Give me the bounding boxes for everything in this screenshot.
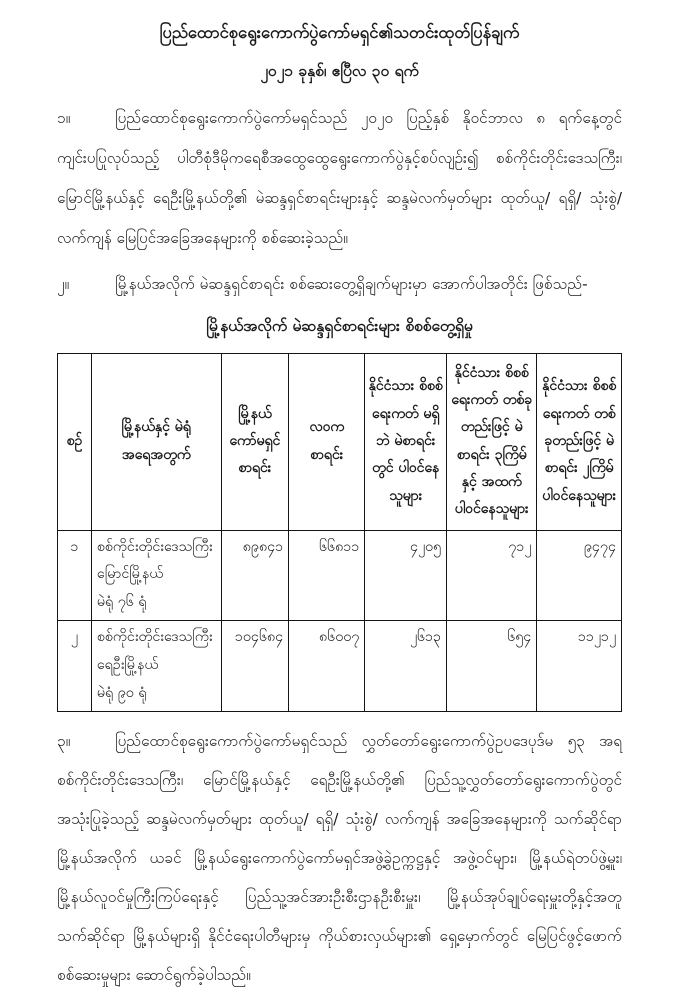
three-or-more-count: ၆၅၄ <box>447 621 537 712</box>
col-header-commission-list: မြို့နယ် ကော်မရှင် စာရင်း <box>221 353 289 530</box>
serial-number: ၁ <box>58 530 92 621</box>
paragraph-1-text: ပြည်ထောင်စုရွေးကောက်ပွဲကော်မရှင်သည် ၂၀၂၀ ပြည့်နှစ် နိုဝင်ဘာလ ၈ ရက်နေ့တွင် ကျင်းပပြုလုပ်သည့် ပါတီစုံဒီမိုကရေစီအထွေထွေရွေးကောက်ပွဲနှင့်စပ်လျဉ်း၍ စစ်ကိုင်းတိုင်းဒေသကြီး၊ မြောင်မြို့နယ်နှင့် ရေဦးမြို့နယ်တို့၏ မဲဆန္ဒရှင်စာရင်းများနှင့် ဆန္ဒမဲလက်မှတ်များ ထုတ်ယူ/ ရရှိ/ သုံးစွဲ/ လက်ကျန် မြေပြင်အခြေအနေများကို စစ်ဆေးခဲ့သည်။ <box>57 108 622 247</box>
document-date: ၂၀၂၁ ခုနှစ်၊ ဧပြီလ ၃၀ ရက် <box>260 62 419 81</box>
polling-station-count: မဲရုံ ၉၀ ရုံ <box>96 684 147 701</box>
township-cell <box>91 530 221 621</box>
commission-list-count: ၁၀၄၆၈၄ <box>221 621 289 712</box>
twice-count: ၉၄၇၄ <box>537 530 622 621</box>
township-name: မြောင်မြို့နယ် <box>96 566 164 583</box>
col-header-serial: စဉ် <box>58 353 92 530</box>
paragraph-2 <box>57 264 622 304</box>
col-header-twice: နိုင်ငံသား စိစစ်ရေးကတ် တစ်ခုတည်းဖြင့် မဲစာရင်း ၂ကြိမ် ပါဝင်နေသူများ <box>537 353 622 530</box>
col-header-no-nrc: နိုင်ငံသား စိစစ်ရေးကတ် မရှိဘဲ မဲစာရင်းတွင် ပါဝင်နေသူများ <box>365 353 447 530</box>
immigration-list-count: ၆၆၈၁၁ <box>289 530 365 621</box>
col-header-township: မြို့နယ်နှင့် မဲရုံအရေအတွက် <box>91 353 221 530</box>
immigration-list-count: ၈၆၀၀၇ <box>289 621 365 712</box>
no-nrc-count: ၄၂၀၅ <box>365 530 447 621</box>
col-header-immigration-list: လဝက စာရင်း <box>289 353 365 530</box>
table-title: မြို့နယ်အလိုက် မဲဆန္ဒရှင်စာရင်းများ စိစစ်တွေ့ရှိမှု <box>206 316 473 335</box>
paragraph-2-number: ၂။ <box>57 274 70 293</box>
township-cell <box>91 621 221 712</box>
paragraph-2-text: မြို့နယ်အလိုက် မဲဆန္ဒရှင်စာရင်း စစ်ဆေးတွေ့ရှိချက်များမှာ အောက်ပါအတိုင်း ဖြစ်သည်- <box>115 274 588 293</box>
table-header-row <box>58 353 622 530</box>
paragraph-1 <box>57 98 622 258</box>
table-row-myaung <box>58 530 622 621</box>
paragraph-3-text: ပြည်ထောင်စုရွေးကောက်ပွဲကော်မရှင်သည် လွှတ်တော်ရွေးကောက်ပွဲဥပဒေပုဒ်မ ၅၃ အရ စစ်ကိုင်းတိုင်းဒေသကြီး၊ မြောင်မြို့နယ်နှင့် ရေဦးမြို့နယ်တို့၏ ပြည်သူ့လွှတ်တော်ရွေးကောက်ပွဲတွင် အသုံးပြုခဲ့သည့် ဆန္ဒမဲလက်မှတ်များ ထုတ်ယူ/ ရရှိ/ သုံးစွဲ/ လက်ကျန် အခြေအနေများကို သက်ဆိုင်ရာ မြို့နယ်အလိုက် ယခင် မြို့နယ်ရွေးကောက်ပွဲကော်မရှင်အဖွဲ့ခွဲဥက္ကဋ္ဌနှင့် အဖွဲ့ဝင်များ၊ မြို့နယ်ရဲတပ်ဖွဲ့မှူး၊ မြို့နယ်လူဝင်မှုကြီးကြပ်ရေးနှင့် ပြည်သူ့အင်အားဦးစီးဌာနဦးစီးမှူး၊ မြို့နယ်အုပ်ချုပ်ရေးမှူးတို့နှင့်အတူ သက်ဆိုင်ရာ မြို့နယ်များရှိ နိုင်ငံရေးပါတီများမှ ကိုယ်စားလှယ်များ၏ ရှေ့မှောက်တွင် မြေပြင်ဖွင့်ဖောက်စစ်ဆေးမှုများ ဆောင်ရွက်ခဲ့ပါသည်။ <box>57 731 622 984</box>
paragraph-1-number: ၁။ <box>57 108 71 127</box>
commission-list-count: ၈၉၈၄၁ <box>221 530 289 621</box>
paragraph-3 <box>57 722 622 995</box>
three-or-more-count: ၇၁၂ <box>447 530 537 621</box>
col-header-three-or-more: နိုင်ငံသား စိစစ်ရေးကတ် တစ်ခုတည်းဖြင့် မဲစာရင်း ၃ကြိမ် နှင့် အထက် ပါဝင်နေသူများ <box>447 353 537 530</box>
document-title: ပြည်ထောင်စုရွေးကောက်ပွဲကော်မရှင်၏သတင်းထုတ်ပြန်ချက် <box>159 23 520 42</box>
region-name: စစ်ကိုင်းတိုင်းဒေသကြီး <box>96 538 213 555</box>
polling-station-count: မဲရုံ ၇၆ ရုံ <box>96 594 147 611</box>
paragraph-3-number: ၃။ <box>57 731 71 750</box>
region-name: စစ်ကိုင်းတိုင်းဒေသကြီး <box>96 629 213 646</box>
serial-number: ၂ <box>58 621 92 712</box>
table-row-yeu <box>58 621 622 712</box>
voter-list-audit-table <box>57 353 622 712</box>
twice-count: ၁၁၂၁၂ <box>537 621 622 712</box>
township-name: ရေဦးမြို့နယ် <box>96 657 159 674</box>
no-nrc-count: ၂၆၁၃ <box>365 621 447 712</box>
